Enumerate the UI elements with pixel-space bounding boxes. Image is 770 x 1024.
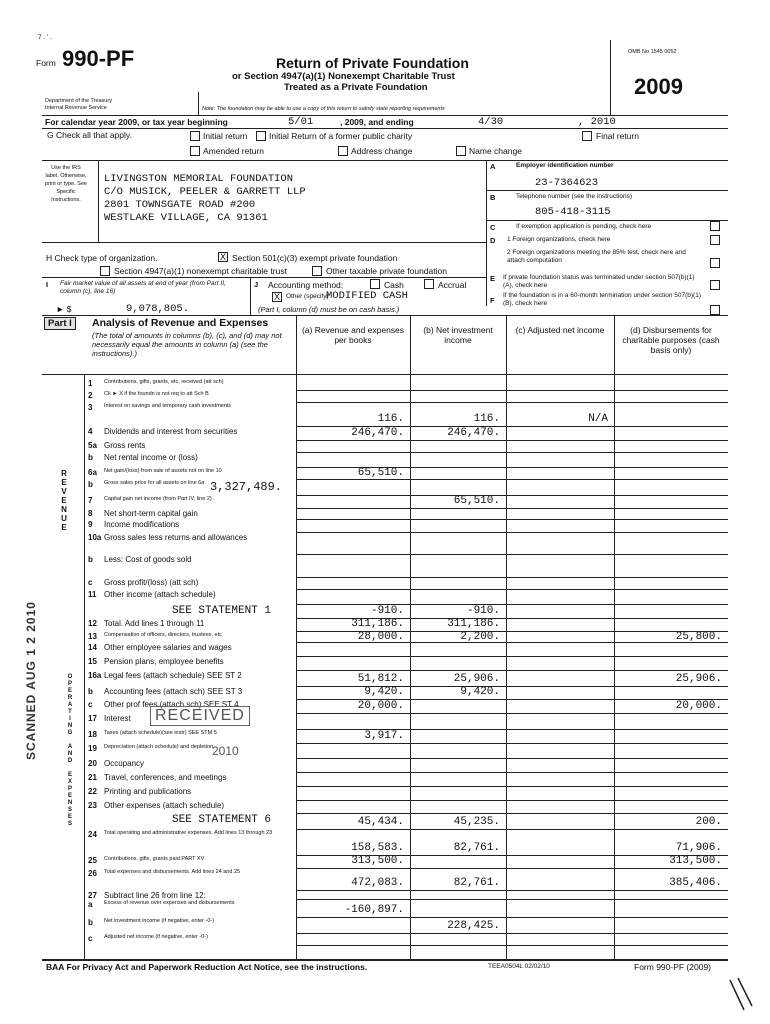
org-city: WESTLAKE VILLAGE, CA 91361 — [104, 212, 268, 224]
line-label: Excess of revenue over expenses and disbursements — [104, 900, 235, 906]
initial-return-checkbox[interactable] — [190, 131, 200, 141]
line-number: 4 — [88, 427, 93, 436]
form-subtitle-1: or Section 4947(a)(1) Nonexempt Charitable Trust — [232, 71, 455, 82]
line-number: 23 — [88, 801, 97, 810]
i-label: Fair market value of all assets at end of year (from Part II, column (c), line 16) — [60, 280, 226, 295]
org-name: LIVINGSTON MEMORIAL FOUNDATION — [104, 173, 294, 185]
amount-col-a: 116. — [377, 413, 404, 425]
amount-col-b: 25,906. — [453, 673, 500, 685]
amount-col-b: 45,235. — [453, 816, 500, 828]
line-label: Net gain/(loss) from sale of assets not on line 10 — [104, 468, 222, 474]
initial-return-label: Initial return — [203, 131, 248, 141]
line-label: Other employee salaries and wages — [104, 643, 232, 652]
line-label: Taxes (attach schedule)(see instr) SEE STM 5 — [104, 730, 217, 736]
amount-col-b: 246,470. — [447, 427, 500, 439]
phone-value: 805-418-3115 — [535, 206, 611, 218]
part1-desc: (The total of amounts in columns (b), (c), and (d) may not necessarily equal the amounts in column (a) (see the instructions).) — [92, 331, 282, 358]
other-method-label: Other (specify) — [286, 293, 329, 300]
line-label: Occupancy — [104, 759, 145, 768]
amount-col-c: N/A — [588, 413, 608, 425]
accrual-label: Accrual — [438, 280, 467, 290]
name-change-checkbox[interactable] — [456, 146, 466, 156]
baa-notice: BAA For Privacy Act and Paperwork Reduction Act Notice, see the instructions. — [46, 962, 368, 972]
col-c-header: (c) Adjusted net income — [515, 325, 605, 335]
i-marker: I — [46, 280, 49, 289]
line-label: Legal fees (attach schedule) SEE ST 2 — [104, 671, 242, 680]
d1-checkbox[interactable] — [710, 235, 720, 245]
revenue-side-label: R E V E N U E — [61, 469, 67, 532]
line-label: Compensation of officers, directors, trustees, etc — [104, 632, 222, 638]
e-label: If private foundation status was terminated under section 507(b)(1)(A), check here — [503, 274, 695, 289]
line-number: 27 — [88, 891, 97, 900]
received-stamp-date: 2010 — [212, 744, 239, 758]
tax-year: 2009 — [634, 74, 683, 99]
line-label: Gross sales price for all assets on line 6a — [104, 480, 205, 486]
line-number: c — [88, 700, 93, 709]
line-label: Total. Add lines 1 through 11 — [104, 619, 205, 628]
amount-col-a: 65,510. — [357, 467, 404, 479]
irs-label-note: Use the IRS label. Otherwise, print or type. See Specific Instructions. — [45, 165, 87, 203]
expense-side-label: O P E R A T I N G A N D E X P E N S E S — [67, 674, 73, 827]
h-label: H Check type of organization. — [46, 253, 158, 263]
line-label: Contributions, gifts, grants, etc, received (att sch) — [104, 379, 224, 385]
line-number: 20 — [88, 759, 97, 768]
d1-label: 1 Foreign organizations, check here — [507, 236, 611, 243]
line-number: 5a — [88, 441, 97, 450]
d-marker: D — [490, 236, 496, 245]
state-note: Note: The foundation may be able to use a copy of this return to satisfy state reporting requirements — [202, 106, 445, 112]
line-number: 19 — [88, 744, 97, 753]
j-label: Accounting method: — [268, 280, 344, 290]
other-method-checkbox[interactable]: X — [273, 292, 280, 302]
line-label: Total expenses and disbursements. Add lines 24 and 25 — [104, 869, 241, 875]
calendar-mid: , 2009, and ending — [340, 117, 414, 127]
line-number: b — [88, 555, 93, 564]
final-return-checkbox[interactable] — [582, 131, 592, 141]
line-label: Interest — [104, 714, 131, 723]
line-number: c — [88, 934, 93, 943]
line-number: 14 — [88, 643, 97, 652]
part1-tag: Part I — [44, 317, 76, 330]
amount-col-a: 472,083. — [351, 877, 404, 889]
line-number: 2 — [88, 391, 93, 400]
line-number: 18 — [88, 730, 97, 739]
line-label: Capital gain net income (from Part IV, line 2) — [104, 496, 212, 502]
line-label: Gross rents — [104, 441, 146, 450]
line-label: Gross sales less returns and allowances — [104, 533, 248, 542]
amount-col-a: 3,917. — [364, 730, 404, 742]
amount-col-d: 25,906. — [675, 673, 722, 685]
h-4947-label: Section 4947(a)(1) nonexempt charitable trust — [114, 266, 287, 276]
g-label: G Check all that apply. — [47, 130, 132, 140]
line-number: 7 — [88, 496, 93, 505]
amount-col-d: 25,800. — [675, 631, 722, 643]
line-label: Income modifications — [104, 520, 180, 529]
tax-year-end-year: , 2010 — [578, 116, 616, 128]
line-label: Ck ► X if the foundn is not req to att Sch B — [104, 391, 209, 397]
amount-col-b: 82,761. — [453, 842, 500, 854]
received-stamp: RECEIVED — [150, 706, 250, 726]
amount-col-d: 200. — [695, 816, 722, 828]
other-method-value: MODIFIED CASH — [326, 290, 408, 302]
line-label: Printing and publications — [104, 787, 192, 796]
col-a-header: (a) Revenue and expenses per books — [301, 325, 405, 345]
d2-label: 2 Foreign organizations meeting the 85% test, check here and attach computation — [507, 249, 686, 264]
amount-col-b: 65,510. — [453, 495, 500, 507]
amount-col-a: -160,897. — [344, 904, 404, 916]
omb-number: OMB No 1545 0052 — [628, 49, 677, 55]
h-501c3-checkbox[interactable]: X — [219, 252, 226, 262]
line-number: 22 — [88, 787, 97, 796]
line-number: 26 — [88, 869, 97, 878]
name-change-label: Name change — [469, 146, 522, 156]
line-label: Accounting fees (attach sch) SEE ST 3 — [104, 687, 243, 696]
amount-col-a: 313,500. — [351, 855, 404, 867]
line-label: Net rental income or (loss) — [104, 453, 198, 462]
c-label: If exemption application is pending, check here — [516, 223, 652, 230]
line-number: b — [88, 480, 93, 489]
address-change-checkbox[interactable] — [338, 146, 348, 156]
amount-col-b: 228,425. — [447, 920, 500, 932]
line-label: Pension plans, employee benefits — [104, 657, 224, 666]
amount-col-a: -910. — [370, 605, 404, 617]
line-number: 13 — [88, 632, 97, 641]
col-d-header: (d) Disbursements for charitable purposes (cash basis only) — [622, 325, 720, 355]
amended-checkbox[interactable] — [190, 146, 200, 156]
tax-year-begin: 5/01 — [288, 116, 314, 128]
amount-col-b: 116. — [473, 413, 500, 425]
line-number: 1 — [88, 379, 93, 388]
f-checkbox[interactable] — [710, 305, 720, 315]
amount-col-a: 311,186. — [351, 618, 404, 630]
line-number: b — [88, 687, 93, 696]
line-number: 10a — [88, 533, 102, 542]
line-number: 24 — [88, 830, 97, 839]
line-number: b — [88, 918, 93, 927]
initial-former-checkbox[interactable] — [256, 131, 266, 141]
line-label: Interest on savings and temporary cash investments — [104, 403, 232, 409]
j-marker: J — [254, 280, 259, 289]
line-label: Less: Cost of goods sold — [104, 555, 192, 564]
initial-former-label: Initial Return of a former public charity — [269, 131, 413, 141]
line-number: 12 — [88, 619, 97, 628]
line-number: 16a — [88, 671, 102, 680]
c-marker: C — [490, 223, 496, 232]
amount-col-d: 71,906. — [675, 842, 722, 854]
line-label: Other expenses (attach schedule) — [104, 801, 225, 810]
form-code: TEEA0504L 02/02/10 — [488, 963, 550, 970]
f-label: If the foundation is in a 60-month termination under section 507(b)(1)(B), check here — [503, 292, 702, 307]
amount-col-b: -910. — [466, 605, 500, 617]
form-prefix: Form — [36, 58, 56, 68]
line-number: 6a — [88, 468, 97, 477]
form-subtitle-2: Treated as a Private Foundation — [284, 82, 428, 93]
h-501c3-label: Section 501(c)(3) exempt private foundation — [232, 253, 398, 263]
c-checkbox[interactable] — [710, 221, 720, 231]
line-number: a — [88, 900, 93, 909]
line-number: 3 — [88, 403, 93, 412]
amount-col-a: 28,000. — [357, 631, 404, 643]
line-number: c — [88, 578, 93, 587]
line-number: 25 — [88, 856, 97, 865]
scanned-stamp: SCANNED AUG 1 2 2010 — [24, 601, 38, 760]
h-other-label: Other taxable private foundation — [326, 266, 447, 276]
e-marker: E — [490, 274, 496, 283]
line-number: 9 — [88, 520, 93, 529]
calendar-label: For calendar year 2009, or tax year beginning — [45, 117, 228, 127]
line-number: 15 — [88, 657, 97, 666]
fmv-value: 9,078,805. — [126, 303, 190, 315]
line-label: Adjusted net income (if negative, enter -0-) — [104, 934, 208, 940]
org-street: 2801 TOWNSGATE ROAD #200 — [104, 199, 256, 211]
ein-value: 23-7364623 — [535, 177, 599, 189]
cash-label: Cash — [384, 280, 404, 290]
gross-sales-value: 3,327,489. — [210, 480, 283, 494]
line-label: Gross profit/(loss) (att sch) — [104, 578, 199, 587]
form-footer-id: Form 990-PF (2009) — [634, 962, 711, 972]
pen-mark — [726, 976, 756, 1016]
line-number: 17 — [88, 714, 97, 723]
line-label: SEE STATEMENT 6 — [172, 814, 272, 826]
line-label: Net investment income (if negative, enter -0-) — [104, 918, 215, 924]
cash-basis-note: (Part I, column (d) must be on cash basis.) — [258, 305, 400, 314]
department: Department of the Treasury — [45, 98, 112, 104]
cash-checkbox[interactable] — [370, 279, 380, 289]
amount-col-a: 9,420. — [364, 686, 404, 698]
irs-name: Internal Revenue Service — [45, 105, 107, 111]
amount-col-d: 385,406. — [669, 877, 722, 889]
h-other-checkbox[interactable] — [312, 266, 322, 276]
line-label: Subtract line 26 from line 12: — [104, 891, 206, 900]
accrual-checkbox[interactable] — [424, 279, 434, 289]
form-number: 990-PF — [62, 46, 135, 71]
d2-checkbox[interactable] — [710, 258, 720, 268]
f-marker: F — [490, 296, 495, 305]
amount-col-a: 51,812. — [357, 673, 404, 685]
amount-col-b: 311,186. — [447, 618, 500, 630]
phone-label: Telephone number (see the instructions) — [516, 193, 632, 200]
amount-col-a: 246,470. — [351, 427, 404, 439]
tax-year-end: 4/30 — [478, 116, 504, 128]
amount-col-b: 82,761. — [453, 877, 500, 889]
amount-col-b: 9,420. — [460, 686, 500, 698]
amount-col-d: 313,500. — [669, 855, 722, 867]
amount-col-a: 20,000. — [357, 700, 404, 712]
col-b-header: (b) Net investment income — [423, 325, 493, 345]
amount-col-b: 2,200. — [460, 631, 500, 643]
top-marks: 7 . ' . — [38, 34, 52, 41]
line-number: 21 — [88, 773, 97, 782]
org-careof: C/O MUSICK, PEELER & GARRETT LLP — [104, 186, 306, 198]
form-title: Return of Private Foundation — [276, 55, 469, 71]
line-label: Depreciation (attach schedule) and depletion — [104, 744, 214, 750]
line-label: Travel, conferences, and meetings — [104, 773, 227, 782]
line-label: SEE STATEMENT 1 — [172, 605, 272, 617]
address-change-label: Address change — [351, 146, 413, 156]
amount-col-a: 45,434. — [357, 816, 404, 828]
line-label: Other prof fees (attach sch) SEE ST 4 — [104, 700, 239, 709]
amount-col-d: 20,000. — [675, 700, 722, 712]
final-return-label: Final return — [596, 131, 639, 141]
line-number: 8 — [88, 509, 93, 518]
line-number: b — [88, 453, 93, 462]
amount-col-a: 158,583. — [351, 842, 404, 854]
ein-label: Employer identification number — [516, 162, 614, 169]
part1-title: Analysis of Revenue and Expenses — [92, 317, 269, 329]
h-4947-checkbox[interactable] — [100, 266, 110, 276]
line-label: Total operating and administrative expenses. Add lines 13 through 23 — [104, 830, 273, 836]
amended-label: Amended return — [203, 146, 264, 156]
line-label: Dividends and interest from securities — [104, 427, 238, 436]
e-checkbox[interactable] — [710, 280, 720, 290]
line-label: Other income (attach schedule) — [104, 590, 216, 599]
line-number: 11 — [88, 590, 97, 599]
i-arrow: ► $ — [56, 304, 72, 314]
b-marker: B — [490, 193, 496, 202]
a-marker: A — [490, 162, 496, 171]
line-label: Net short-term capital gain — [104, 509, 198, 518]
line-label: Contributions, gifts, grants paid PART XV — [104, 856, 205, 862]
